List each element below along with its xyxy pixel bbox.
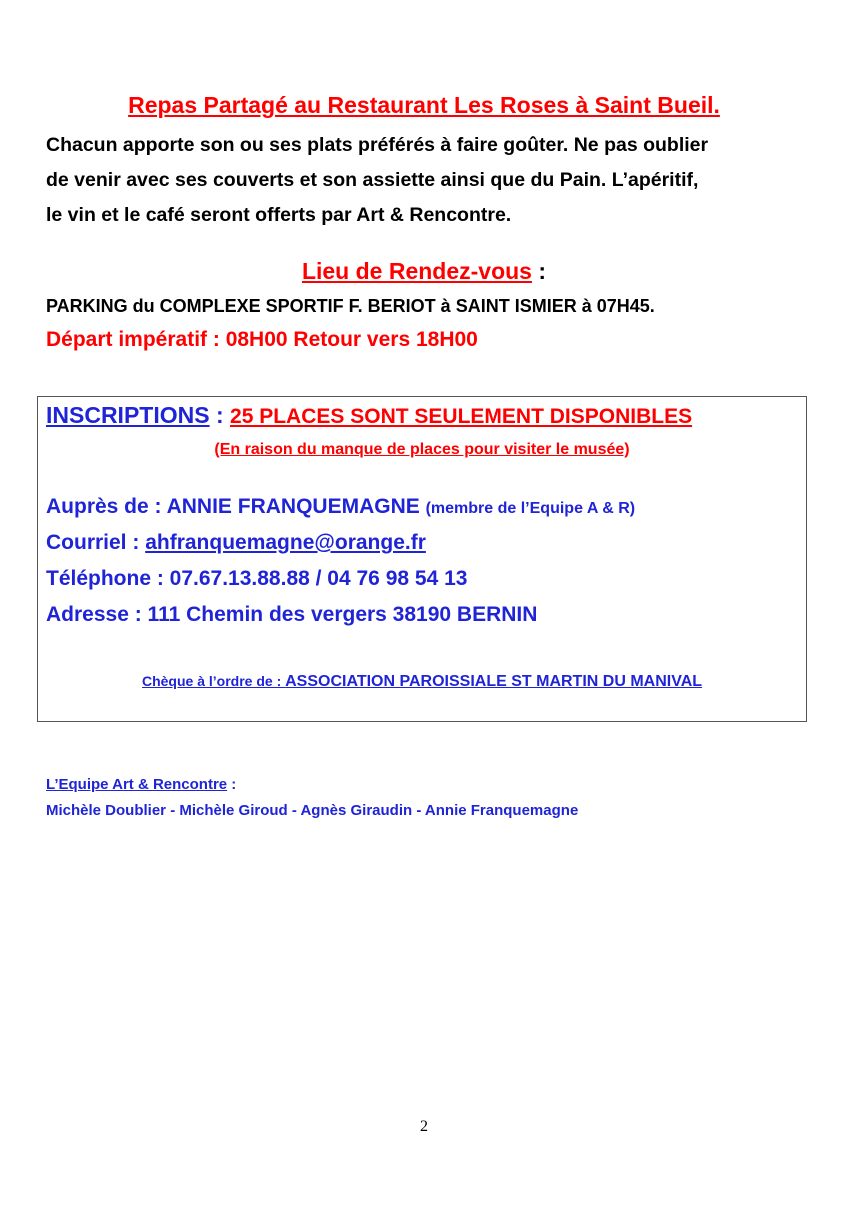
contact-email xyxy=(46,531,801,555)
contact-role: (membre de l’Equipe A & R) xyxy=(425,500,636,517)
page-number: 2 xyxy=(420,1118,428,1135)
meeting-point-heading xyxy=(0,258,848,285)
cheque-label: Chèque à l’ordre de : xyxy=(141,673,286,689)
available-places: 25 PLACES SONT SEULEMENT DISPONIBLES xyxy=(230,405,693,428)
team-members: Michèle Doublier - Michèle Giroud - Agnès Giraudin - Annie Franquemagne xyxy=(46,802,579,819)
registration-label: INSCRIPTIONS xyxy=(46,402,210,428)
contact-name: Auprès de : ANNIE FRANQUEMAGNE xyxy=(46,495,426,518)
contact-phone: Téléphone : 07.67.13.88.88 / 04 76 98 54 13 xyxy=(46,567,468,590)
meal-title: Repas Partagé au Restaurant Les Roses à Saint Bueil. xyxy=(128,92,720,118)
email-label: Courriel : xyxy=(46,531,146,554)
departure-times: Départ impératif : 08H00 Retour vers 18H00 xyxy=(46,328,478,351)
contact-person xyxy=(46,495,801,519)
parking-location: PARKING du COMPLEXE SPORTIF F. BERIOT à SAINT ISMIER à 07H45. xyxy=(46,296,655,316)
meeting-point-colon: : xyxy=(531,258,547,284)
team-label: L’Equipe Art & Rencontre xyxy=(46,776,228,793)
cheque-payee-line xyxy=(38,673,806,691)
meal-description xyxy=(46,128,816,233)
contact-address: Adresse : 111 Chemin des vergers 38190 BERNIN xyxy=(46,603,538,626)
email-link[interactable]: ahfranquemagne@orange.fr xyxy=(145,531,426,554)
registration-heading xyxy=(46,402,801,429)
cheque-payee: ASSOCIATION PAROISSIALE ST MARTIN DU MANIVAL xyxy=(285,673,703,690)
meal-description-line-3: le vin et le café seront offerts par Art & Rencontre. xyxy=(46,204,512,226)
meal-description-line-1: Chacun apporte son ou ses plats préférés à faire goûter. Ne pas oublier xyxy=(46,134,709,156)
registration-colon: : xyxy=(209,402,231,428)
registration-box xyxy=(37,396,807,722)
team-colon: : xyxy=(227,776,237,793)
meeting-point-label: Lieu de Rendez-vous xyxy=(301,258,532,284)
meal-description-line-2: de venir avec ses couverts et son assiette ainsi que du Pain. L’apéritif, xyxy=(46,169,699,191)
registration-reason: (En raison du manque de places pour visiter le musée) xyxy=(214,441,630,458)
team-heading xyxy=(46,776,236,793)
